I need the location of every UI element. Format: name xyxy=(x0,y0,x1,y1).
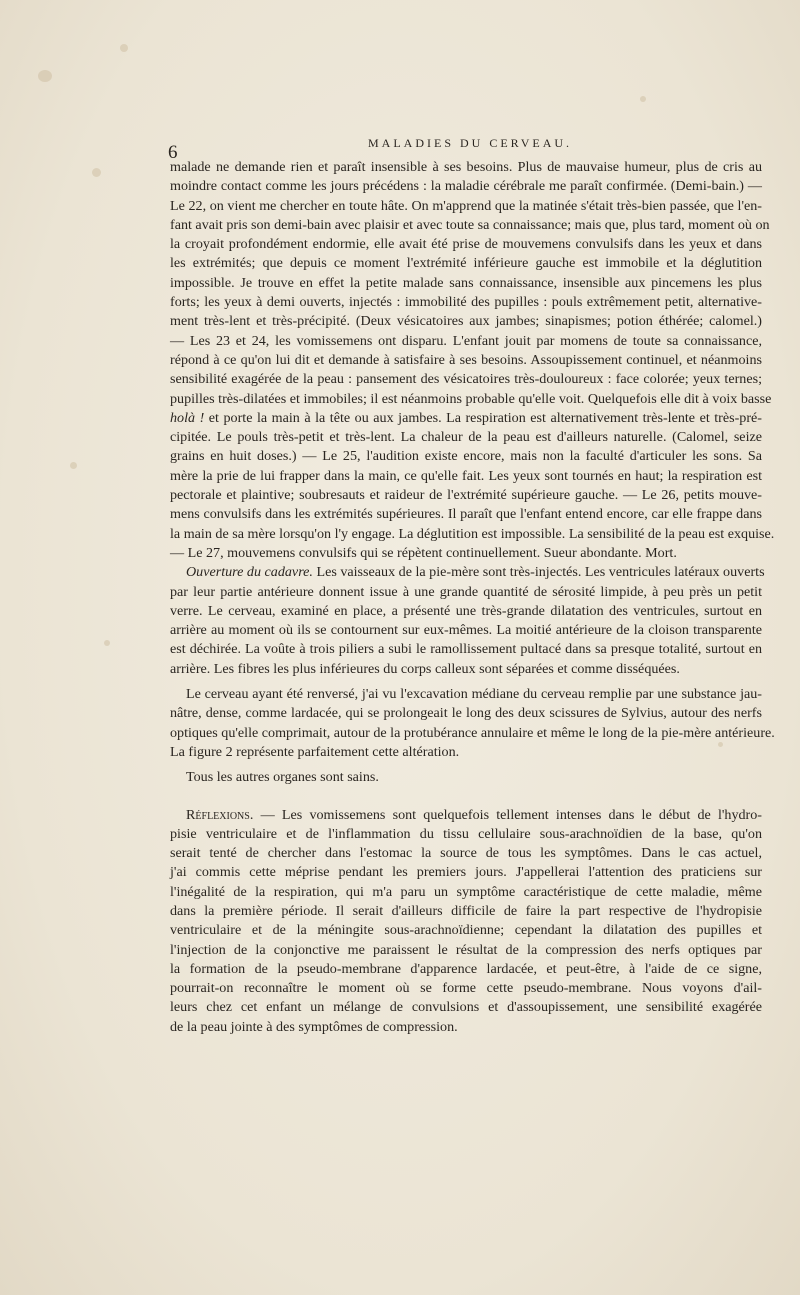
text-line: forts; les yeux à demi ouverts, injectés : immobilité des pupilles : pouls extrêmement petit, alternative- xyxy=(170,294,762,311)
text-line: fant avait pris son demi-bain avec plaisir et avec toute sa connaissance; mais que, plus tard, moment où on xyxy=(170,216,770,233)
text-line: pisie ventriculaire et de l'inflammation du tissu cellulaire sous-arachnoïdien de la base, qu'on xyxy=(170,825,762,842)
lead-in-text: holà ! xyxy=(170,409,205,426)
text-line: arrière. Les fibres les plus inférieures du corps calleux sont séparées et comme disséquées. xyxy=(170,660,680,677)
text-line: Le cerveau ayant été renversé, j'ai vu l'excavation médiane du cerveau remplie par une substance jau- xyxy=(186,686,762,703)
text-line: moindre contact comme les jours précédens : la maladie cérébrale me paraît confirmée. (Demi-bain.) — xyxy=(170,178,762,195)
text-line: — Le 27, mouvemens convulsifs qui se répètent continuellement. Sueur abondante. Mort. xyxy=(170,544,677,561)
text-line: pourrait-on reconnaître le moment où se forme cette pseudo-membrane. Nous voyons d'ail- xyxy=(170,980,762,997)
foxing-spot xyxy=(120,44,128,52)
line-text: et porte la main à la tête ou aux jambes. La respiration est alternativement très-lente et très-pré- xyxy=(204,409,762,426)
text-line: la formation de la pseudo-membrane d'apparence lardacée, et peut-être, à l'aide de ce signe, xyxy=(170,960,762,977)
text-line: ventriculaire et de la méningite sous-arachnoïdienne; cependant la dilatation des pupilles et xyxy=(170,922,762,939)
text-line: leurs chez cet enfant un mélange de convulsions et d'assoupissement, une sensibilité exagérée xyxy=(170,999,762,1016)
text-line: sensibilité exagérée de la peau : pansement des vésicatoires très-douloureux : face colorée; yeux ternes; xyxy=(170,371,762,388)
text-line: l'inégalité de la respiration, qui m'a paru un symptôme caractéristique de cette maladie, même xyxy=(170,883,762,900)
text-line: — Les 23 et 24, les vomissemens ont disparu. L'enfant jouit par momens de toute sa connaissance, xyxy=(170,332,762,349)
text-line: l'injection de la conjonctive me paraissent le résultat de la compression des nerfs optiques par xyxy=(170,941,762,958)
page-header xyxy=(168,134,762,163)
text-line: ment très-lent et très-précipité. (Deux vésicatoires aux jambes; sinapismes; potion éthérée; calomel.) xyxy=(170,313,762,330)
cerveau-paragraph xyxy=(170,685,775,762)
text-line: grains en huit doses.) — Le 25, l'audition existe encore, mais non la faculté d'articuler les sons. Sa xyxy=(170,448,762,465)
text-line: mens convulsifs dans les extrémités supérieures. Il paraît que l'enfant entend encore, car elle frappe dans xyxy=(170,506,762,523)
text-line xyxy=(170,563,765,582)
text-line: arrière au moment où ils se contournent sur eux-mêmes. La moitié antérieure de la cloison transparente xyxy=(170,622,762,639)
text-line: pupilles très-dilatées et immobiles; il est néanmoins probable qu'elle voit. Quelquefois elle dit à voix basse xyxy=(170,390,772,407)
text-line: La figure 2 représente parfaitement cette altération. xyxy=(170,743,460,760)
text-line: répond à ce qu'on lui dit et demande à satisfaire à ses besoins. Assoupissement continuel, et néanmoins xyxy=(170,351,762,368)
line-text: — Les vomissemens sont quelquefois tellement intenses dans le début de l'hydro- xyxy=(253,806,762,823)
text-line: la croyait profondément endormie, elle avait été prise de mouvemens convulsifs dans les yeux et dans xyxy=(170,236,762,253)
text-line: mère la prie de lui frapper dans la main, ce qu'elle fait. Les yeux sont tournés en haut; la respiration est xyxy=(170,467,762,484)
text-line: serait tenté de chercher dans l'estomac la source de tous les symptômes. Dans le cas actuel, xyxy=(170,845,762,862)
running-title: MALADIES DU CERVEAU. xyxy=(368,136,573,150)
text-line: optiques qu'elle comprimait, autour de la protubérance annulaire et même le long de la pie-mère antérieure. xyxy=(170,724,775,741)
organs-paragraph xyxy=(170,768,762,787)
autopsy-paragraph xyxy=(170,563,765,679)
text-line: est déchirée. La voûte à trois piliers a subi le ramollissement pultacé dans sa presque totalité, surtout en xyxy=(170,641,762,658)
text-line: Tous les autres organes sont sains. xyxy=(186,769,379,786)
text-line: verre. Le cerveau, examiné en place, a présenté une très-grande dilatation des ventricules, surtout en xyxy=(170,602,762,619)
body-text xyxy=(170,158,775,1037)
page-number: 6 xyxy=(168,142,178,163)
text-line: pectorale et plaintive; soubresauts et raideur de l'extrémité supérieure gauche. — Le 26, petits mouve- xyxy=(170,487,762,504)
text-line: dans la première période. Il serait d'ailleurs difficile de faire la part respective de l'hydropisie xyxy=(170,902,762,919)
text-line: par leur partie antérieure donnent issue à une grande quantité de sérosité limpide, à peu près un petit xyxy=(170,583,762,600)
line-text: Les vaisseaux de la pie-mère sont très-injectés. Les ventricules latéraux ouverts xyxy=(312,564,765,581)
foxing-spot xyxy=(104,640,110,646)
text-line xyxy=(170,806,762,825)
text-line: j'ai commis cette méprise pendant les premiers jours. J'appellerai l'attention des praticiens sur xyxy=(170,864,762,881)
lead-in-text: Ouverture du cadavre. xyxy=(186,564,313,581)
case-paragraph xyxy=(170,158,775,563)
lead-in-text: Réflexions. xyxy=(186,806,254,823)
text-line: de la peau jointe à des symptômes de compression. xyxy=(170,1018,458,1035)
text-line: la main de sa mère lorsqu'on l'y engage. La déglutition est impossible. La sensibilité de la peau est exquise. xyxy=(170,525,775,542)
text-line: malade ne demande rien et paraît insensible à ses besoins. Plus de mauvaise humeur, plus de cris au xyxy=(170,159,762,175)
text-line: cipitée. Le pouls très-petit et très-lent. La chaleur de la peau est d'ailleurs naturelle. (Calomel, seize xyxy=(170,429,762,446)
text-line: impossible. Je trouve en effet la petite malade sans connaissance, insensible aux pincemens les plus xyxy=(170,274,762,291)
foxing-spot xyxy=(640,96,646,102)
reflexions-paragraph xyxy=(170,806,762,1038)
foxing-spot xyxy=(38,70,52,82)
text-line: les extrémités; que depuis ce moment l'extrémité inférieure gauche est immobile et la déglutition xyxy=(170,255,762,272)
text-line: Le 22, on vient me chercher en toute hâte. On m'apprend que la matinée s'était très-bien passée, que l'en- xyxy=(170,197,762,214)
text-line: nâtre, dense, comme lardacée, qui se prolongeait le long des deux scissures de Sylvius, autour des nerfs xyxy=(170,705,762,722)
foxing-spot xyxy=(92,168,101,177)
text-line xyxy=(170,409,762,428)
foxing-spot xyxy=(70,462,77,469)
